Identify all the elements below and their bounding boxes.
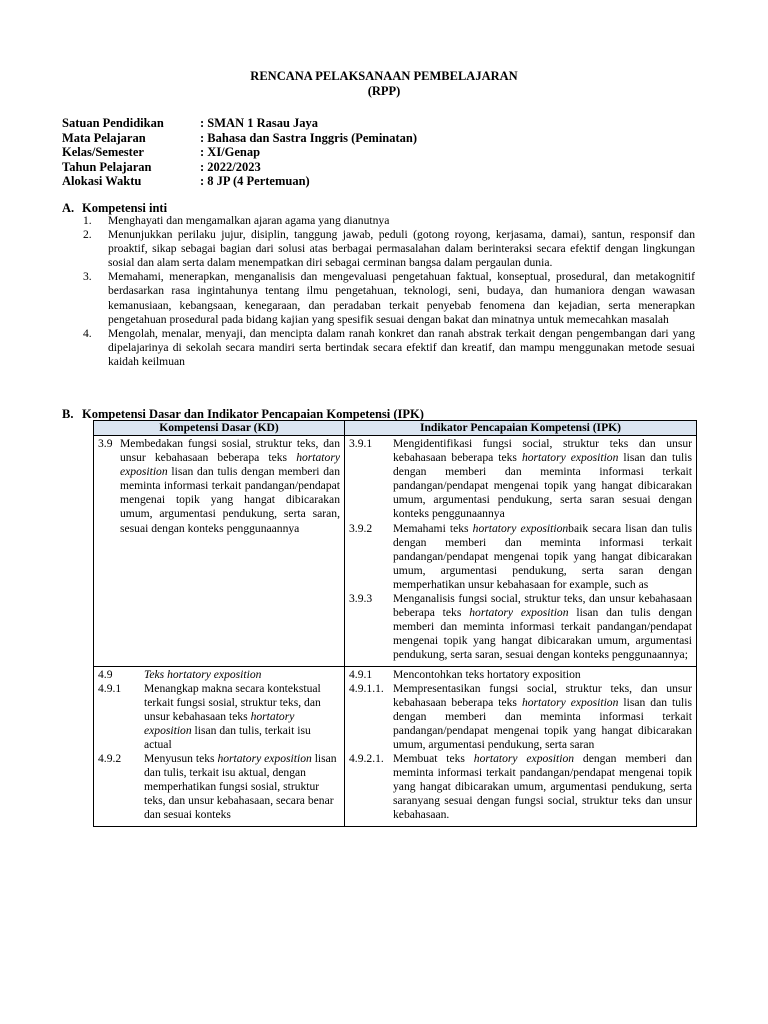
list-item xyxy=(83,270,695,326)
ipk-cell xyxy=(345,436,696,666)
info-value: : Bahasa dan Sastra Inggris (Peminatan) xyxy=(200,130,418,145)
list-text: Mengolah, menalar, menyaji, dan mencipta dalam ranah konkret dan ranah abstrak terkait dengan pengembangan dari yang dipelajarinya di sekolah secara mandiri serta bertindak secara efektif dan kreatif, dan mampu menggunakan metode sesuai kaidah keilmuan xyxy=(108,326,695,368)
ipk-entry xyxy=(349,682,692,752)
list-item xyxy=(83,327,695,369)
ipk-text: Mempresentasikan fungsi social, struktur teks, dan unsur kebahasaan beberapa teks hortatory exposition lisan dan tulis dengan memberi dan meminta informasi terkait pandangan/pendapat mengenai topik yang hangat dibicarakan umum, argumentasi pendukung, serta saran xyxy=(393,681,692,751)
list-text: Menghayati dan mengamalkan ajaran agama yang dianutnya xyxy=(108,214,390,227)
info-row-time xyxy=(62,174,417,189)
table-row xyxy=(94,667,696,826)
kd-ipk-table xyxy=(93,420,697,827)
section-title: Kompetensi Dasar dan Indikator Pencapaian Kompetensi (IPK) xyxy=(82,407,424,421)
list-number: 3. xyxy=(83,270,92,284)
info-label: Kelas/Semester xyxy=(62,145,144,159)
info-row-subject xyxy=(62,131,417,146)
info-value: : SMAN 1 Rasau Jaya xyxy=(200,116,319,130)
ipk-text: Membuat teks hortatory exposition dengan memberi dan meminta informasi terkait pandangan/pendapat mengenai topik yang hangat dibicarakan umum, argumentasi pendukung, serta saranyang sesuai dengan fungsi social, struktur teks dan unsur kebahasaan. xyxy=(393,752,693,822)
ipk-number: 4.9.1.1. xyxy=(349,681,384,695)
column-header-ipk: Indikator Pencapaian Kompetensi (IPK) xyxy=(419,421,622,434)
info-value: : XI/Genap xyxy=(200,145,261,159)
list-number: 1. xyxy=(83,214,92,227)
kd-entry xyxy=(98,682,340,752)
section-title: Kompetensi inti xyxy=(82,201,168,215)
document-subtitle: (RPP) xyxy=(367,84,401,98)
info-row-class xyxy=(62,145,417,160)
list-number: 2. xyxy=(83,228,92,242)
ipk-text: Mencontohkan teks hortatory exposition xyxy=(393,667,581,681)
table-header xyxy=(94,421,696,436)
ipk-number: 3.9.2 xyxy=(349,521,373,535)
kd-number: 4.9.2 xyxy=(98,752,122,766)
ipk-number: 4.9.1 xyxy=(349,667,373,681)
column-header-kd: Kompetensi Dasar (KD) xyxy=(94,421,345,435)
info-label: Alokasi Waktu xyxy=(62,174,142,188)
kd-entry xyxy=(98,752,340,822)
ipk-entry xyxy=(349,522,692,592)
section-letter: A. xyxy=(62,201,75,215)
document-title: RENCANA PELAKSANAAN PEMBELAJARAN xyxy=(250,69,518,83)
info-row-year xyxy=(62,160,417,175)
ipk-text: Memahami teks hortatory expositionbaik secara lisan dan tulis dengan memberi dan meminta informasi terkait pandangan/pendapat mengenai topik yang hangat dibicarakan umum, argumentasi pendukung, serta saran dengan memperhatikan unsur kebahasaan for example, such as xyxy=(393,521,692,591)
kd-title: Teks hortatory exposition xyxy=(144,667,262,681)
identity-block xyxy=(62,116,417,189)
table-row xyxy=(94,436,696,667)
ipk-number: 3.9.3 xyxy=(349,592,373,606)
ipk-entry xyxy=(349,437,692,522)
core-competency-list xyxy=(83,214,695,369)
info-row-school xyxy=(62,116,417,131)
kd-number: 4.9.1 xyxy=(98,681,122,695)
ipk-number: 3.9.1 xyxy=(349,437,373,450)
list-number: 4. xyxy=(83,326,92,340)
info-value: : 2022/2023 xyxy=(200,159,261,174)
ipk-entry xyxy=(349,592,692,662)
kd-cell xyxy=(94,436,345,666)
info-label: Satuan Pendidikan xyxy=(62,116,164,130)
kd-entry xyxy=(98,437,340,536)
ipk-cell xyxy=(345,667,696,826)
kd-text: Menyusun teks hortatory exposition lisan dan tulis, terkait isu aktual, dengan memperhatikan fungsi sosial, struktur teks, dan unsur kebahasaan, secara benar dan sesuai konteks xyxy=(144,752,337,822)
info-label: Tahun Pelajaran xyxy=(62,159,152,174)
list-text: Memahami, menerapkan, menganalisis dan mengevaluasi pengetahuan faktual, konseptual, prosedural, dan metakognitif berdasarkan rasa ingintahunya tentang ilmu pengetahuan, teknologi, seni, budaya, dan humaniora dengan wawasan kemanusiaan, kebangsaan, kenegaraan, dan peradaban terkait penyebab fenomena dan kejadian, serta menerapkan pengetahuan prosedural pada bidang kajian yang spesifik sesuai dengan bakat dan minatnya untuk memecahkan masalah xyxy=(108,270,695,326)
kd-number: 4.9 xyxy=(98,667,113,681)
ipk-entry xyxy=(349,668,692,682)
info-value: : 8 JP (4 Pertemuan) xyxy=(200,174,310,188)
kd-cell xyxy=(94,667,345,826)
kd-text: Membedakan fungsi sosial, struktur teks, dan unsur kebahasaan beberapa teks hortatory exposition lisan dan tulis dengan memberi dan meminta informasi terkait pandangan/pendapat mengenai topik yang hangat dibicarakan umum, argumentasi pendukung, serta saran, sesuai dengan konteks penggunaannya xyxy=(120,437,340,535)
kd-number: 3.9 xyxy=(98,437,113,450)
ipk-text: Mengidentifikasi fungsi social, struktur teks dan unsur kebahasaan beberapa teks hortatory exposition lisan dan tulis dengan memberi dan meminta informasi terkait pandangan/pendapat mengenai topik yang hangat dibicarakan umum, argumentasi pendukung, serta saran sesuai dengan konteks penggunaannya xyxy=(393,437,692,521)
kd-text: Menangkap makna secara kontekstual terkait fungsi sosial, struktur teks, dan unsur kebahasaan teks hortatory exposition lisan dan tulis, terkait isu actual xyxy=(144,681,321,751)
info-label: Mata Pelajaran xyxy=(62,130,146,145)
ipk-entry xyxy=(349,752,692,822)
kd-entry xyxy=(98,668,340,682)
list-text: Menunjukkan perilaku jujur, disiplin, tanggung jawab, peduli (gotong royong, kerjasama, damai), santun, responsif dan proaktif, sikap sebagai bagian dari solusi atas berbagai permasalahan dalam berinteraksi secara efektif dengan lingkungan sosial dan alam serta dalam menempatkan diri sebagai cerminan bangsa dalam pergaulan dunia. xyxy=(108,228,695,270)
ipk-text: Menganalisis fungsi social, struktur teks, dan unsur kebahasaan beberapa teks hortatory exposition lisan dan tulis dengan memberi dan meminta informasi terkait pandangan/pendapat mengenai topik yang hangat dibicarakan umum, argumentasi pendukung, serta saran, sesuai dengan konteks penggunaannya; xyxy=(393,592,693,662)
list-item xyxy=(83,228,695,270)
section-letter: B. xyxy=(62,407,74,421)
list-item xyxy=(83,214,695,228)
ipk-number: 4.9.2.1. xyxy=(349,752,384,766)
